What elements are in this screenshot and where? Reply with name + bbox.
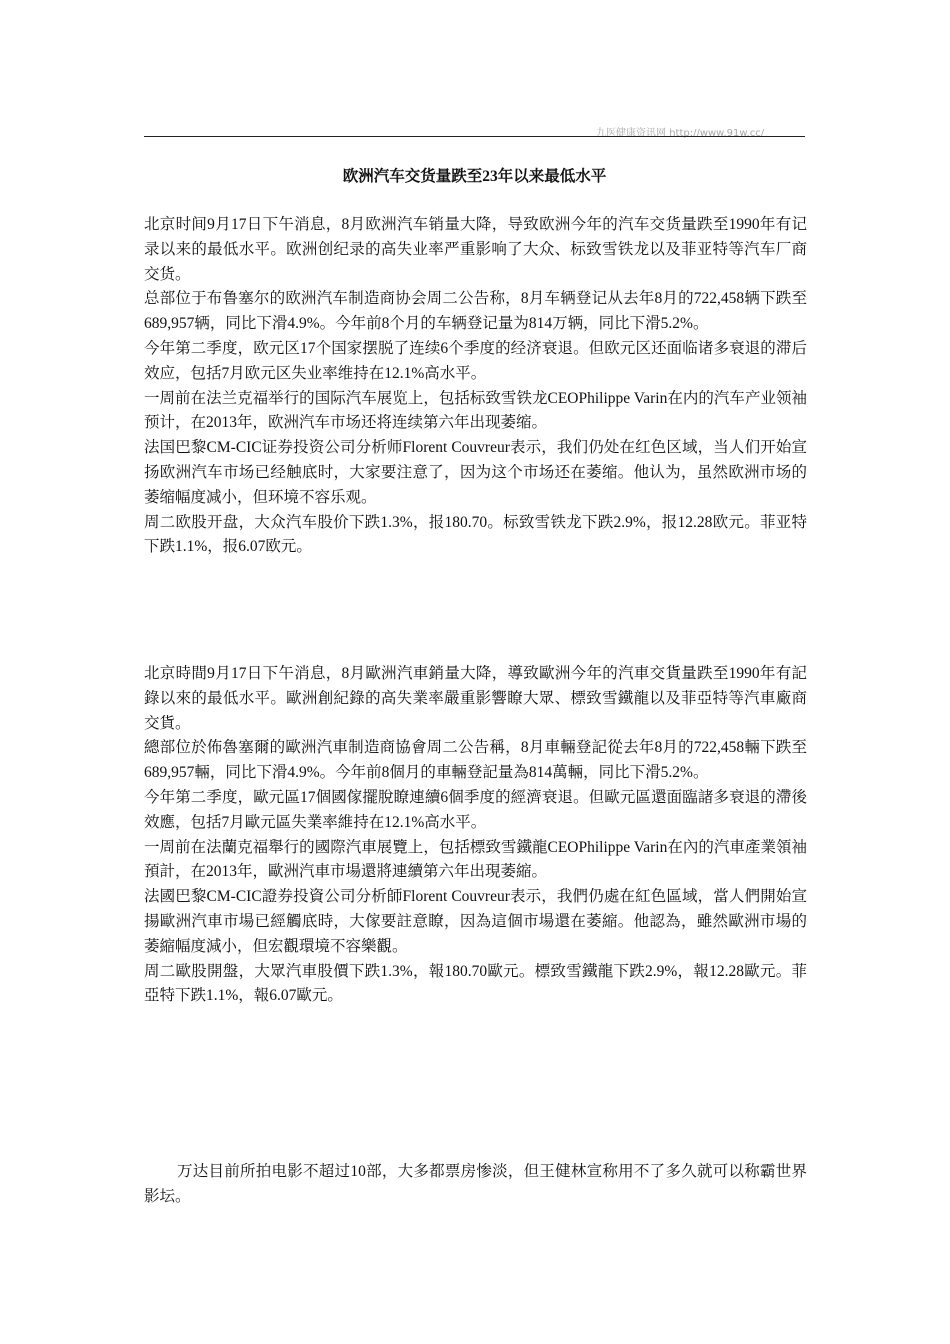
paragraph: 北京時間9月17日下午消息，8月歐洲汽車銷量大降，導致歐洲今年的汽車交貨量跌至1990年有記錄以來的最低水平。歐洲創紀錄的高失業率嚴重影響瞭大眾、標致雪鐵龍以及菲亞特等汽車廠商交貨。 <box>144 665 807 732</box>
paragraph: 周二欧股开盘，大众汽车股价下跌1.3%，报180.70。标致雪铁龙下跌2.9%，报12.28欧元。菲亚特下跌1.1%，报6.07欧元。 <box>144 513 807 556</box>
paragraph: 一周前在法兰克福举行的国际汽车展览上，包括标致雪铁龙CEOPhilippe Varin在内的汽车产业领袖预计，在2013年，欧洲汽车市场还将连续第六年出现萎缩。 <box>144 389 807 432</box>
closing-section <box>144 1160 807 1210</box>
paragraph: 一周前在法蘭克福舉行的國際汽車展覽上，包括標致雪鐵龍CEOPhilippe Varin在內的汽車產業領袖預計，在2013年，歐洲汽車市場還將連續第六年出現萎縮。 <box>144 838 807 881</box>
paragraph: 北京时间9月17日下午消息，8月欧洲汽车销量大降，导致欧洲今年的汽车交货量跌至1990年有记录以来的最低水平。欧洲创纪录的高失业率严重影响了大众、标致雪铁龙以及菲亚特等汽车厂商交货。 <box>144 216 807 283</box>
paragraph: 周二歐股開盤，大眾汽車股價下跌1.3%，報180.70歐元。標致雪鐵龍下跌2.9%，報12.28歐元。菲亞特下跌1.1%，報6.07歐元。 <box>144 962 807 1005</box>
article-body-simplified <box>144 213 807 560</box>
paragraph: 总部位于布鲁塞尔的欧洲汽车制造商协会周二公告称，8月车辆登记从去年8月的722,458辆下跌至689,957辆，同比下滑4.9%。今年前8个月的车辆登记量为814万辆，同比下滑5.2%。 <box>144 290 807 333</box>
paragraph: 今年第二季度，歐元區17個國傢擺脫瞭連續6個季度的經濟衰退。但歐元區還面臨諸多衰退的滯後效應，包括7月歐元區失業率維持在12.1%高水平。 <box>144 788 807 831</box>
header-source-label: 九医健康资讯网 <box>596 128 666 139</box>
paragraph: 法國巴黎CM-CIC證券投資公司分析師Florent Couvreur表示，我們仍處在紅色區域，當人們開始宣揚歐洲汽車市場已經觸底時，大傢要註意瞭，因為這個市場還在萎縮。他認為，雖然歐洲市場的萎縮幅度減小，但宏觀環境不容樂觀。 <box>144 888 807 955</box>
closing-paragraph: 万达目前所拍电影不超过10部，大多都票房惨淡，但王健林宣称用不了多久就可以称霸世界影坛。 <box>144 1163 807 1205</box>
article-title: 欧洲汽车交货量跌至23年以来最低水平 <box>342 168 607 185</box>
paragraph: 法国巴黎CM-CIC证券投资公司分析师Florent Couvreur表示，我们仍处在红色区域，当人们开始宣扬欧洲汽车市场已经触底时，大家要注意了，因为这个市场还在萎缩。他认为，虽然欧洲市场的萎缩幅度减小，但环境不容乐观。 <box>144 439 807 506</box>
header-source-url: http://www.91w.cc/ <box>669 128 765 139</box>
header-divider <box>144 136 805 137</box>
paragraph: 總部位於佈魯塞爾的歐洲汽車制造商協會周二公告稱，8月車輛登記從去年8月的722,458輛下跌至689,957輛，同比下滑4.9%。今年前8個月的車輛登記量為814萬輛，同比下滑5.2%。 <box>144 739 807 782</box>
article-body-traditional <box>144 662 807 1009</box>
paragraph: 今年第二季度，欧元区17个国家摆脱了连续6个季度的经济衰退。但欧元区还面临诸多衰退的滞后效应，包括7月欧元区失业率维持在12.1%高水平。 <box>144 339 807 382</box>
